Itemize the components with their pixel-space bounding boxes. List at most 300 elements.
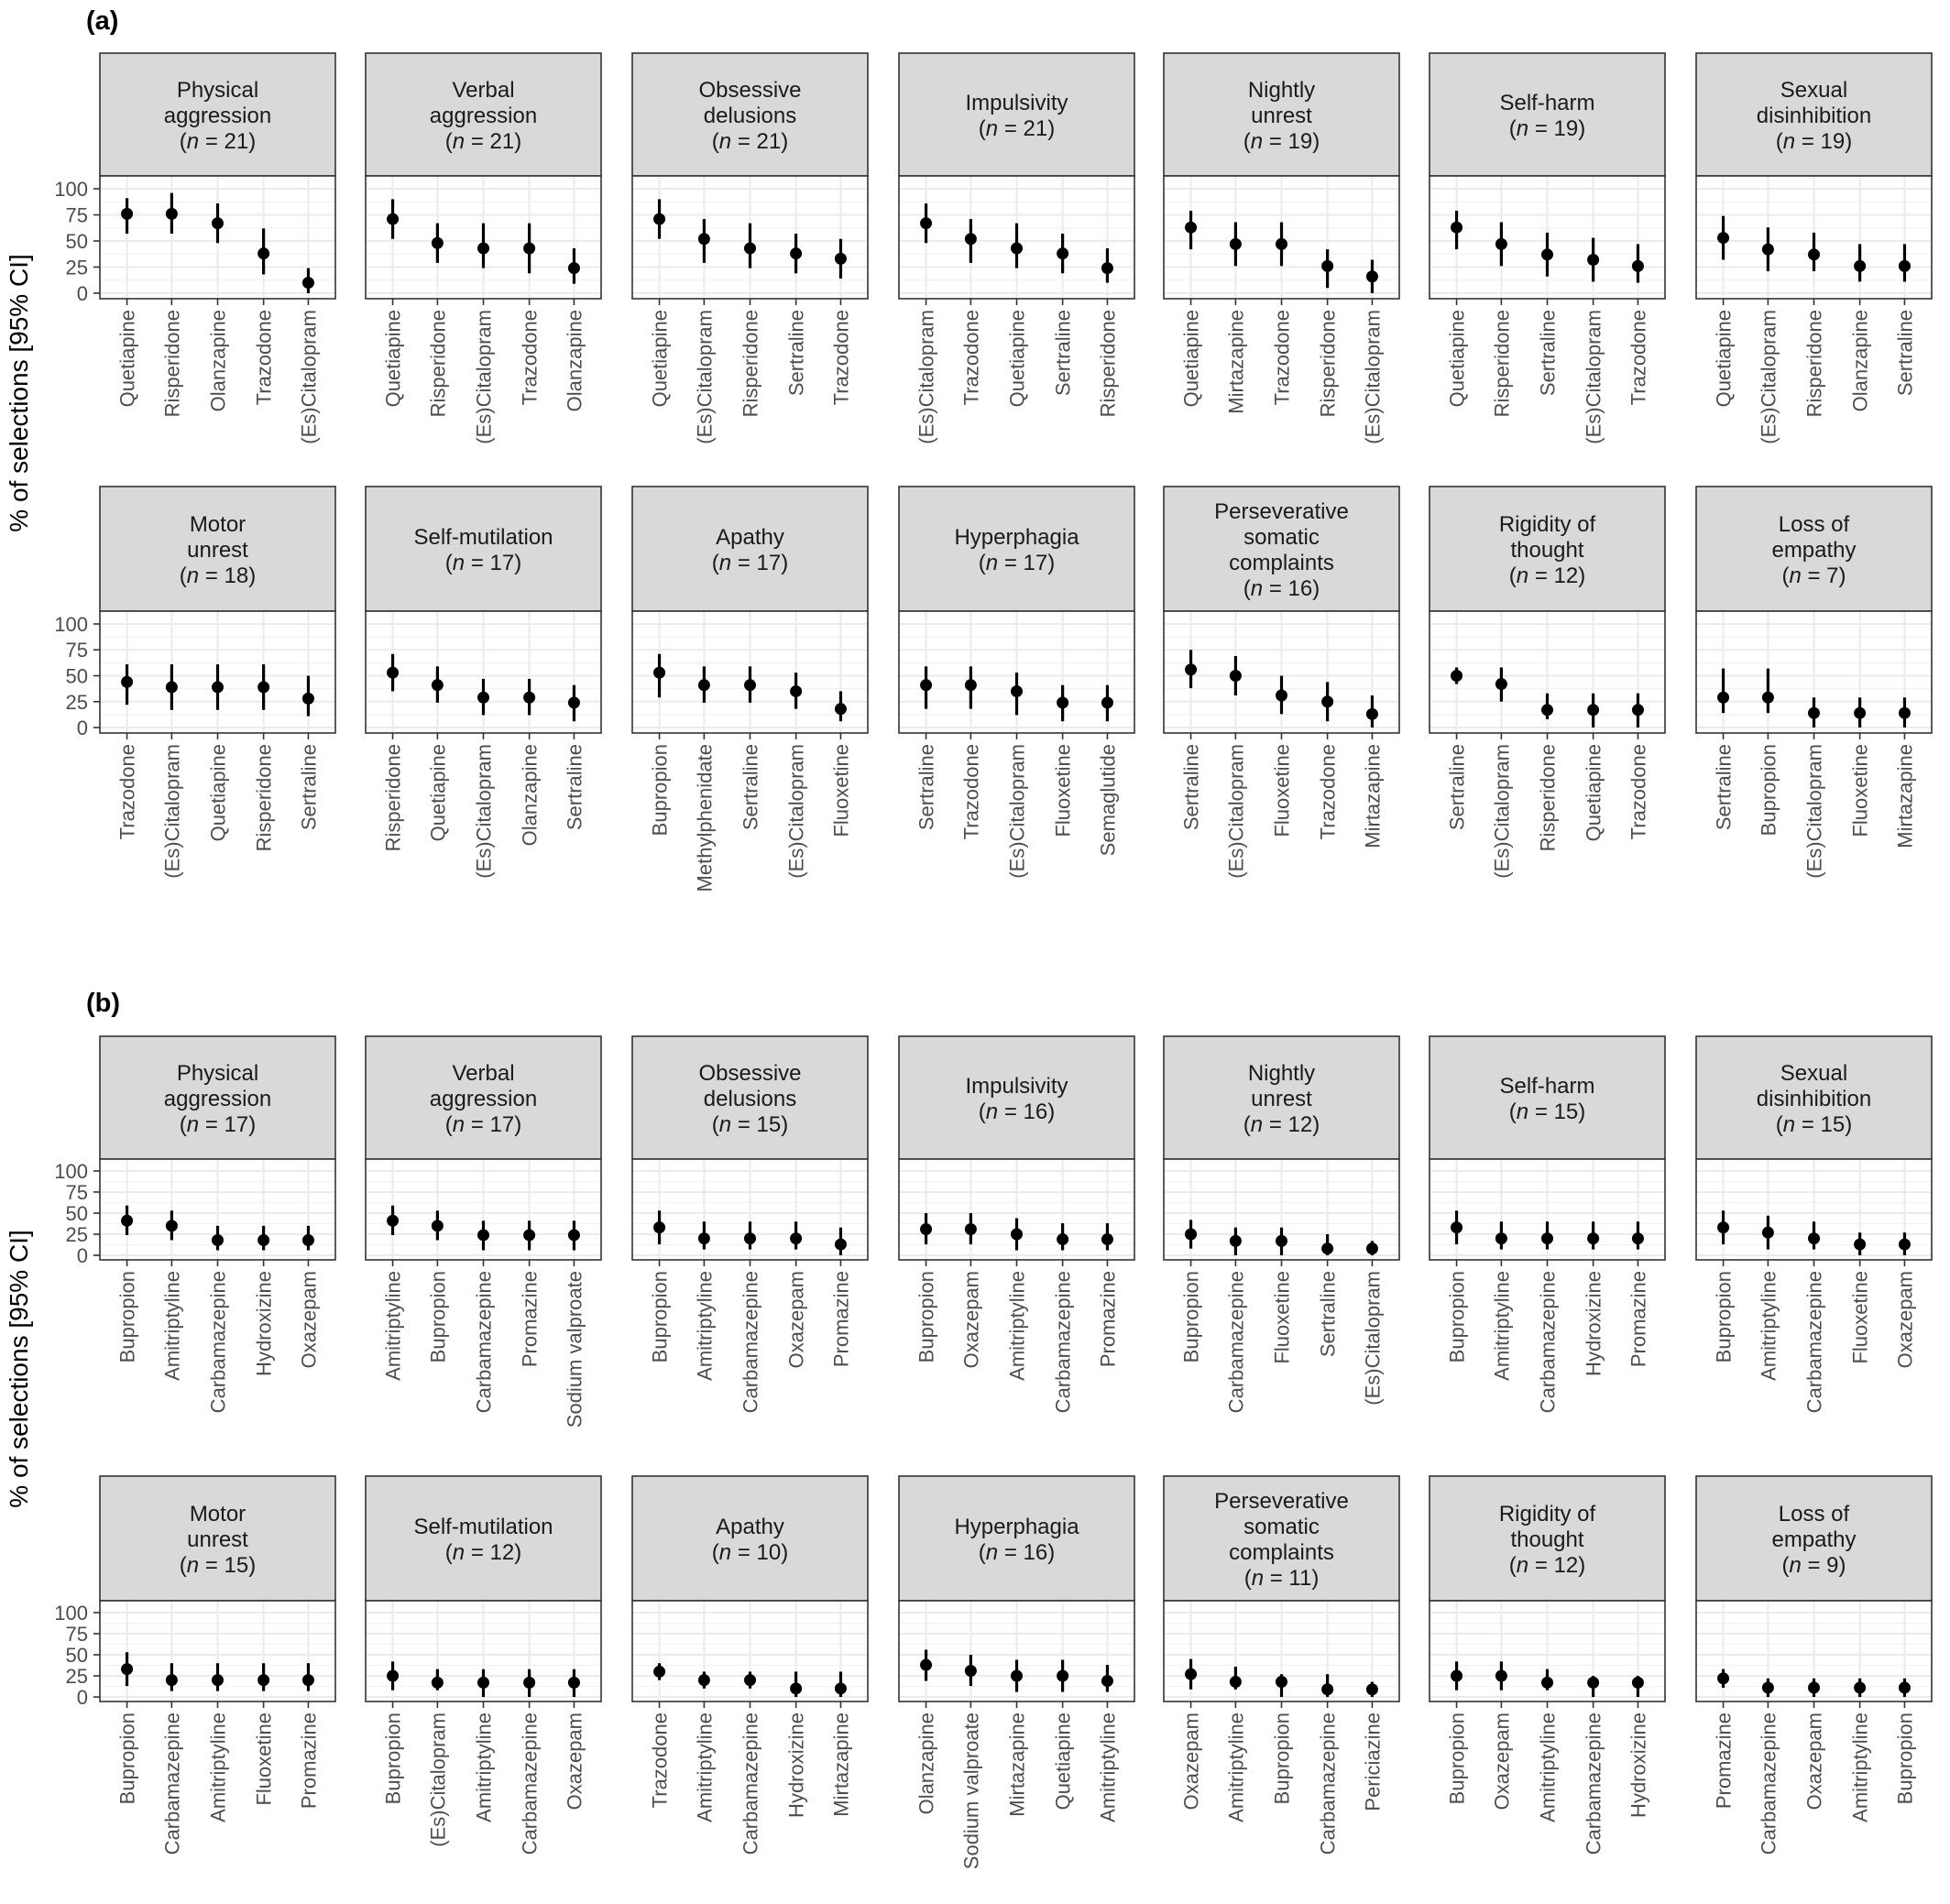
y-tick-label: 25 bbox=[65, 256, 88, 279]
data-point bbox=[1230, 1235, 1242, 1247]
x-tick-label: Sertraline bbox=[1316, 1271, 1340, 1358]
x-tick-label: Quetiapine bbox=[1051, 1713, 1075, 1811]
y-tick-label: 100 bbox=[54, 178, 88, 202]
x-tick-label: Amitriptyline bbox=[693, 1713, 717, 1822]
facet bbox=[54, 487, 335, 879]
y-tick-label: 50 bbox=[65, 664, 88, 688]
facet bbox=[1164, 53, 1399, 444]
x-tick-label: Fluoxetine bbox=[1270, 744, 1294, 837]
facet-title: Physical bbox=[176, 1061, 259, 1086]
y-tick-label: 100 bbox=[54, 612, 88, 636]
x-tick-label: Amitriptyline bbox=[1848, 1713, 1872, 1822]
x-tick-label: Bupropion bbox=[381, 1713, 405, 1805]
facet-title: (n = 16) bbox=[978, 1540, 1056, 1565]
facet-title: (n = 18) bbox=[179, 564, 257, 588]
x-tick-label: (Es)Citalopram bbox=[693, 310, 717, 444]
data-point bbox=[698, 233, 710, 245]
facet bbox=[632, 53, 868, 444]
data-point bbox=[1185, 663, 1197, 675]
facet-title: (n = 7) bbox=[1781, 564, 1846, 588]
y-tick-label: 75 bbox=[65, 203, 88, 227]
data-point bbox=[523, 1677, 535, 1689]
data-point bbox=[121, 1215, 133, 1227]
x-tick-label: Promazine bbox=[1627, 1271, 1650, 1368]
data-point bbox=[1762, 1227, 1774, 1239]
facet-title: Self-harm bbox=[1499, 1074, 1595, 1099]
data-point bbox=[835, 253, 847, 265]
facet-title: aggression bbox=[429, 1087, 538, 1111]
x-tick-label: (Es)Citalopram bbox=[426, 1713, 450, 1847]
x-tick-label: Quetiapine bbox=[1179, 310, 1203, 408]
data-point bbox=[166, 1674, 178, 1686]
facet bbox=[632, 487, 868, 892]
data-point bbox=[1057, 696, 1068, 708]
facet-title: Perseverative bbox=[1214, 1489, 1349, 1514]
data-point bbox=[387, 667, 399, 679]
facet-title: (n = 15) bbox=[1775, 1112, 1853, 1137]
facet-title: Apathy bbox=[716, 525, 784, 550]
data-point bbox=[1230, 670, 1242, 682]
data-point bbox=[432, 1677, 444, 1689]
data-point bbox=[1276, 238, 1287, 250]
x-tick-label: (Es)Citalopram bbox=[1005, 744, 1029, 879]
y-tick-label: 75 bbox=[65, 639, 88, 662]
x-tick-label: Bupropion bbox=[1445, 1713, 1469, 1805]
data-point bbox=[1276, 689, 1287, 701]
x-tick-label: Quetiapine bbox=[1582, 744, 1605, 842]
x-tick-label: Hydroxizine bbox=[252, 1271, 276, 1376]
x-tick-label: Fluoxetine bbox=[1848, 1271, 1872, 1364]
data-point bbox=[1495, 678, 1507, 690]
facet-title: Impulsivity bbox=[965, 91, 1068, 115]
x-tick-label: Mirtazapine bbox=[1893, 744, 1917, 848]
x-tick-label: Oxazepam bbox=[1179, 1713, 1203, 1811]
facet-title: delusions bbox=[703, 104, 797, 128]
data-point bbox=[744, 1232, 756, 1244]
x-tick-label: Oxazepam bbox=[563, 1713, 586, 1811]
x-tick-label: Carbamazepine bbox=[1802, 1271, 1826, 1414]
data-point bbox=[1011, 1229, 1023, 1241]
facet-title: Rigidity of bbox=[1498, 512, 1596, 537]
x-tick-label: (Es)Citalopram bbox=[472, 744, 496, 879]
facet-title: aggression bbox=[163, 1087, 272, 1111]
x-tick-label: Amitriptyline bbox=[1005, 1271, 1029, 1381]
facet-title: Hyperphagia bbox=[954, 1515, 1079, 1539]
data-point bbox=[166, 1220, 178, 1231]
facet-title: aggression bbox=[429, 104, 538, 128]
x-tick-label: Sertraline bbox=[1445, 744, 1469, 831]
panel-b bbox=[5, 989, 1932, 1869]
data-point bbox=[744, 242, 756, 254]
data-point bbox=[1185, 1229, 1197, 1241]
x-tick-label: Hydroxizine bbox=[1627, 1713, 1650, 1818]
data-point bbox=[1451, 1221, 1462, 1233]
x-tick-label: Carbamazepine bbox=[518, 1713, 542, 1855]
facet bbox=[54, 53, 335, 444]
data-point bbox=[920, 679, 932, 691]
x-tick-label: Carbamazepine bbox=[1757, 1713, 1780, 1855]
data-point bbox=[477, 242, 489, 254]
panel-a bbox=[5, 6, 1932, 892]
x-tick-label: (Es)Citalopram bbox=[1361, 1271, 1385, 1406]
data-point bbox=[1762, 1681, 1774, 1693]
y-tick-label: 25 bbox=[65, 1223, 88, 1247]
x-tick-label: Quetiapine bbox=[1445, 310, 1469, 408]
facet bbox=[1696, 1476, 1932, 1855]
x-tick-label: Trazodone bbox=[959, 744, 983, 840]
x-tick-label: (Es)Citalopram bbox=[1757, 310, 1780, 444]
x-tick-label: Sertraline bbox=[1712, 744, 1736, 831]
data-point bbox=[387, 213, 399, 225]
facet-title: Perseverative bbox=[1214, 499, 1349, 524]
facet-title: Verbal bbox=[452, 78, 515, 103]
data-point bbox=[1321, 260, 1333, 272]
x-tick-label: Trazodone bbox=[648, 1713, 672, 1809]
y-axis-label: % of selections [95% CI] bbox=[5, 254, 33, 532]
x-tick-label: Carbamazepine bbox=[739, 1713, 762, 1855]
data-point bbox=[1854, 1681, 1866, 1693]
x-tick-label: Carbamazepine bbox=[1582, 1713, 1605, 1855]
x-tick-label: Methylphenidate bbox=[693, 744, 717, 892]
data-point bbox=[790, 685, 802, 697]
data-point bbox=[1541, 704, 1553, 716]
data-point bbox=[698, 1674, 710, 1686]
facet-title: (n = 21) bbox=[978, 116, 1056, 141]
data-point bbox=[432, 679, 444, 691]
x-tick-label: Olanzapine bbox=[1848, 310, 1872, 412]
facet-title: (n = 10) bbox=[711, 1540, 789, 1565]
x-tick-label: Bupropion bbox=[648, 1271, 672, 1363]
x-tick-label: Trazodone bbox=[1316, 744, 1340, 840]
data-point bbox=[1808, 248, 1820, 260]
data-point bbox=[1011, 685, 1023, 697]
facet bbox=[899, 53, 1134, 444]
facet-title: Nightly bbox=[1247, 1061, 1316, 1086]
data-point bbox=[1366, 1683, 1378, 1695]
x-tick-label: Mirtazapine bbox=[1361, 744, 1385, 848]
x-tick-label: Oxazepam bbox=[959, 1271, 983, 1369]
data-point bbox=[1276, 1676, 1287, 1688]
data-point bbox=[835, 1682, 847, 1694]
data-point bbox=[1230, 1676, 1242, 1688]
data-point bbox=[1321, 1242, 1333, 1254]
data-point bbox=[257, 681, 269, 693]
facet-title: thought bbox=[1510, 1527, 1584, 1552]
facet-title: Rigidity of bbox=[1498, 1502, 1596, 1526]
panel-label: (a) bbox=[86, 6, 119, 36]
x-tick-label: (Es)Citalopram bbox=[472, 310, 496, 444]
x-tick-label: Bupropion bbox=[426, 1271, 450, 1363]
facet-title: (n = 17) bbox=[978, 551, 1056, 575]
y-tick-label: 50 bbox=[65, 230, 88, 253]
facet-title: unrest bbox=[187, 538, 248, 563]
x-tick-label: (Es)Citalopram bbox=[160, 744, 184, 879]
data-point bbox=[1899, 1681, 1911, 1693]
facet-title: empathy bbox=[1771, 1527, 1857, 1552]
data-point bbox=[1762, 244, 1774, 256]
x-tick-label: Bupropion bbox=[1445, 1271, 1469, 1363]
x-tick-label: Sertraline bbox=[1893, 310, 1917, 397]
x-tick-label: Amitriptyline bbox=[1757, 1271, 1780, 1381]
data-point bbox=[1366, 708, 1378, 720]
facet-title: disinhibition bbox=[1756, 1087, 1872, 1111]
facet bbox=[1430, 1476, 1665, 1855]
y-tick-label: 75 bbox=[65, 1622, 88, 1646]
data-point bbox=[1495, 238, 1507, 250]
facet bbox=[632, 1036, 868, 1413]
x-tick-label: Promazine bbox=[829, 1271, 853, 1368]
x-tick-label: Carbamazepine bbox=[160, 1713, 184, 1855]
data-point bbox=[1854, 707, 1866, 719]
facet-title: complaints bbox=[1229, 1540, 1334, 1565]
facet-title: Motor bbox=[189, 1502, 246, 1526]
data-point bbox=[432, 237, 444, 249]
data-point bbox=[1808, 707, 1820, 719]
facet bbox=[899, 487, 1134, 879]
x-tick-label: Risperidone bbox=[426, 310, 450, 418]
x-tick-label: Periciazine bbox=[1361, 1713, 1385, 1811]
x-tick-label: Trazodone bbox=[252, 310, 276, 406]
facet-title: (n = 15) bbox=[711, 1112, 789, 1137]
facet-title: (n = 21) bbox=[179, 129, 257, 154]
facet bbox=[366, 1476, 601, 1855]
data-point bbox=[1185, 1669, 1197, 1680]
facet-title: (n = 17) bbox=[179, 1112, 257, 1137]
facet bbox=[1696, 1036, 1932, 1413]
data-point bbox=[1366, 1242, 1378, 1254]
y-tick-label: 25 bbox=[65, 690, 88, 714]
data-point bbox=[1587, 704, 1599, 716]
x-tick-label: Bupropion bbox=[1712, 1271, 1736, 1363]
x-tick-label: Quetiapine bbox=[1005, 310, 1029, 408]
data-point bbox=[257, 1234, 269, 1246]
data-point bbox=[477, 1229, 489, 1241]
data-point bbox=[920, 1223, 932, 1235]
y-tick-label: 0 bbox=[76, 1244, 88, 1268]
x-tick-label: Sertraline bbox=[1536, 310, 1560, 397]
facet bbox=[1696, 53, 1932, 444]
x-tick-label: Risperidone bbox=[381, 744, 405, 852]
data-point bbox=[1717, 1672, 1729, 1684]
facet-title: delusions bbox=[703, 1087, 797, 1111]
x-tick-label: Risperidone bbox=[1316, 310, 1340, 418]
facet-title: (n = 19) bbox=[1508, 116, 1586, 141]
data-point bbox=[1101, 1233, 1113, 1245]
x-tick-label: Sertraline bbox=[563, 744, 586, 831]
y-tick-label: 100 bbox=[54, 1601, 88, 1625]
x-tick-label: Risperidone bbox=[1096, 310, 1120, 418]
data-point bbox=[387, 1670, 399, 1682]
x-tick-label: Amitriptyline bbox=[1096, 1713, 1120, 1822]
y-tick-label: 100 bbox=[54, 1159, 88, 1183]
x-tick-label: Promazine bbox=[1096, 1271, 1120, 1368]
data-point bbox=[744, 1674, 756, 1686]
x-tick-label: (Es)Citalopram bbox=[1490, 744, 1514, 879]
data-point bbox=[920, 217, 932, 229]
data-point bbox=[1632, 260, 1644, 272]
data-point bbox=[568, 262, 580, 274]
facet-title: Nightly bbox=[1247, 78, 1316, 103]
x-tick-label: (Es)Citalopram bbox=[1361, 310, 1385, 444]
data-point bbox=[166, 681, 178, 693]
data-point bbox=[1321, 695, 1333, 707]
data-point bbox=[1321, 1683, 1333, 1695]
x-tick-label: Sertraline bbox=[739, 744, 762, 831]
x-tick-label: Bupropion bbox=[1179, 1271, 1203, 1363]
facet-title: Sexual bbox=[1780, 78, 1848, 103]
data-point bbox=[965, 1223, 977, 1235]
x-tick-label: Bupropion bbox=[1270, 1713, 1294, 1805]
data-point bbox=[212, 681, 224, 693]
x-tick-label: Bupropion bbox=[115, 1271, 139, 1363]
data-point bbox=[965, 1665, 977, 1677]
data-point bbox=[1899, 1239, 1911, 1251]
data-point bbox=[1854, 260, 1866, 272]
x-tick-label: Hydroxizine bbox=[784, 1713, 808, 1818]
facet-title: somatic bbox=[1243, 1515, 1320, 1539]
facet-title: (n = 19) bbox=[1775, 129, 1853, 154]
facet-title: (n = 12) bbox=[1508, 564, 1586, 588]
facet-title: Self-mutilation bbox=[413, 525, 553, 550]
x-tick-label: Mirtazapine bbox=[829, 1713, 853, 1817]
data-point bbox=[523, 692, 535, 704]
x-tick-label: Amitriptyline bbox=[160, 1271, 184, 1381]
x-tick-label: Oxazepam bbox=[1490, 1713, 1514, 1811]
y-tick-label: 75 bbox=[65, 1180, 88, 1204]
data-point bbox=[835, 1239, 847, 1251]
facet bbox=[632, 1476, 868, 1855]
data-point bbox=[432, 1220, 444, 1231]
data-point bbox=[1541, 1232, 1553, 1244]
data-point bbox=[1230, 238, 1242, 250]
facet-title: aggression bbox=[163, 104, 272, 128]
data-point bbox=[1101, 262, 1113, 274]
x-tick-label: Fluoxetine bbox=[829, 744, 853, 837]
data-point bbox=[302, 1674, 314, 1686]
facet bbox=[899, 1476, 1134, 1869]
x-tick-label: Fluoxetine bbox=[1051, 744, 1075, 837]
x-tick-label: Sertraline bbox=[784, 310, 808, 397]
data-point bbox=[257, 1674, 269, 1686]
x-tick-label: Sertraline bbox=[297, 744, 321, 831]
facet bbox=[1430, 487, 1665, 879]
facet-title: unrest bbox=[1251, 1087, 1312, 1111]
data-point bbox=[1451, 670, 1462, 682]
data-point bbox=[1451, 1670, 1462, 1682]
facet bbox=[366, 1036, 601, 1428]
data-point bbox=[1762, 692, 1774, 704]
data-point bbox=[1495, 1670, 1507, 1682]
facet-title: (n = 17) bbox=[711, 551, 789, 575]
x-tick-label: Sertraline bbox=[915, 744, 938, 831]
x-tick-label: Quetiapine bbox=[381, 310, 405, 408]
y-tick-label: 50 bbox=[65, 1644, 88, 1667]
data-point bbox=[1632, 1677, 1644, 1689]
x-tick-label: Trazodone bbox=[959, 310, 983, 406]
facet-title: Loss of bbox=[1778, 1502, 1850, 1526]
x-tick-label: Risperidone bbox=[160, 310, 184, 418]
x-tick-label: Sertraline bbox=[1179, 744, 1203, 831]
data-point bbox=[1366, 270, 1378, 282]
data-point bbox=[744, 679, 756, 691]
x-tick-label: Sodium valproate bbox=[959, 1713, 983, 1870]
x-tick-label: Bupropion bbox=[648, 744, 672, 837]
x-tick-label: Promazine bbox=[518, 1271, 542, 1368]
data-point bbox=[1057, 1233, 1068, 1245]
x-tick-label: Bupropion bbox=[1757, 744, 1780, 837]
x-tick-label: Olanzapine bbox=[915, 1713, 938, 1815]
data-point bbox=[1185, 222, 1197, 234]
facet-title: disinhibition bbox=[1756, 104, 1872, 128]
x-tick-label: Sertraline bbox=[1051, 310, 1075, 397]
y-tick-label: 25 bbox=[65, 1665, 88, 1689]
x-tick-label: Carbamazepine bbox=[739, 1271, 762, 1414]
data-point bbox=[212, 1234, 224, 1246]
data-point bbox=[1899, 707, 1911, 719]
x-tick-label: Amitriptyline bbox=[472, 1713, 496, 1822]
data-point bbox=[1808, 1681, 1820, 1693]
x-tick-label: Quetiapine bbox=[648, 310, 672, 408]
x-tick-label: Quetiapine bbox=[426, 744, 450, 842]
x-tick-label: Risperidone bbox=[1536, 744, 1560, 852]
facet-title: (n = 16) bbox=[1243, 576, 1320, 601]
y-tick-label: 0 bbox=[76, 281, 88, 305]
data-point bbox=[1587, 1232, 1599, 1244]
x-tick-label: Oxazepam bbox=[784, 1271, 808, 1369]
x-tick-label: Quetiapine bbox=[206, 744, 230, 842]
x-tick-label: Olanzapine bbox=[563, 310, 586, 412]
data-point bbox=[965, 233, 977, 245]
data-point bbox=[653, 1666, 665, 1678]
data-point bbox=[1541, 1677, 1553, 1689]
data-point bbox=[790, 1232, 802, 1244]
x-tick-label: (Es)Citalopram bbox=[1582, 310, 1605, 444]
facet-title: (n = 15) bbox=[179, 1553, 257, 1578]
facet bbox=[54, 1476, 335, 1855]
facet bbox=[366, 487, 601, 879]
x-tick-label: Carbamazepine bbox=[1316, 1713, 1340, 1855]
facet-title: (n = 16) bbox=[978, 1100, 1056, 1124]
x-tick-label: Risperidone bbox=[1802, 310, 1826, 418]
x-tick-label: Promazine bbox=[297, 1713, 321, 1810]
data-point bbox=[1717, 692, 1729, 704]
data-point bbox=[1495, 1232, 1507, 1244]
facet-title: (n = 21) bbox=[711, 129, 789, 154]
x-tick-label: Risperidone bbox=[739, 310, 762, 418]
data-point bbox=[1101, 1675, 1113, 1687]
x-tick-label: Semaglutide bbox=[1096, 744, 1120, 857]
data-point bbox=[302, 277, 314, 289]
data-point bbox=[1451, 222, 1462, 234]
facet bbox=[366, 53, 601, 444]
facet-title: (n = 11) bbox=[1243, 1566, 1320, 1591]
data-point bbox=[698, 1232, 710, 1244]
data-point bbox=[212, 1674, 224, 1686]
x-tick-label: (Es)Citalopram bbox=[1224, 744, 1248, 879]
data-point bbox=[698, 679, 710, 691]
facet-title: Loss of bbox=[1778, 512, 1850, 537]
data-point bbox=[1541, 248, 1553, 260]
x-tick-label: Fluoxetine bbox=[1848, 744, 1872, 837]
x-tick-label: Carbamazepine bbox=[1051, 1271, 1075, 1414]
x-tick-label: (Es)Citalopram bbox=[784, 744, 808, 879]
x-tick-label: Fluoxetine bbox=[252, 1713, 276, 1806]
data-point bbox=[302, 693, 314, 705]
facet-title: (n = 15) bbox=[1508, 1100, 1586, 1124]
x-tick-label: Amitriptyline bbox=[1536, 1713, 1560, 1822]
x-tick-label: Risperidone bbox=[1490, 310, 1514, 418]
data-point bbox=[568, 696, 580, 708]
